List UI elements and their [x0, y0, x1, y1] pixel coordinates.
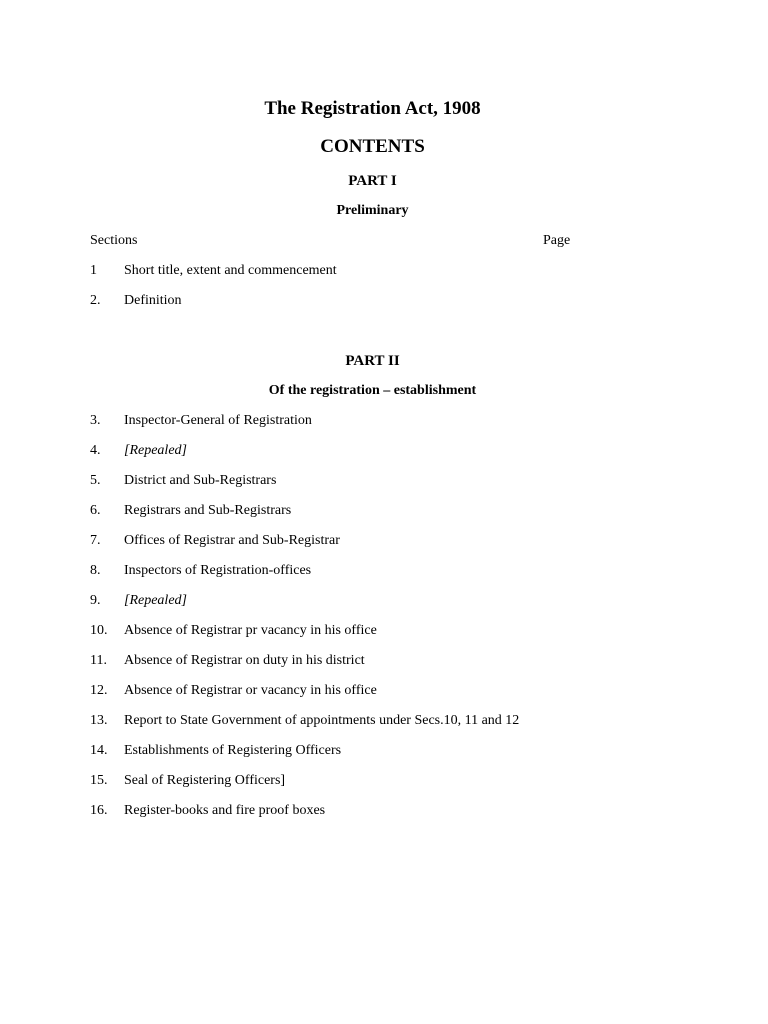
section-title: Seal of Registering Officers]: [124, 773, 286, 788]
toc-entry: [90, 592, 730, 622]
part-2-subtitle: Of the registration – establishment: [268, 383, 477, 398]
section-title: [Repealed]: [124, 593, 187, 608]
toc-entry: [90, 682, 730, 712]
part-2-entries: [90, 412, 730, 832]
section-title: Absence of Registrar or vacancy in his office: [124, 683, 377, 698]
section-title: Inspectors of Registration-offices: [124, 563, 312, 578]
section-title: Absence of Registrar on duty in his district: [124, 653, 365, 668]
toc-entry: [90, 562, 730, 592]
page-column-header: Page: [543, 233, 571, 248]
section-title: Short title, extent and commencement: [124, 263, 337, 278]
section-title: Establishments of Registering Officers: [124, 743, 342, 758]
section-title: Absence of Registrar pr vacancy in his office: [124, 623, 377, 638]
toc-entry: [90, 292, 730, 322]
section-number: 4.: [90, 443, 101, 458]
section-title: District and Sub-Registrars: [124, 473, 277, 488]
section-number: 3.: [90, 413, 101, 428]
section-number: 11.: [90, 653, 107, 668]
section-number: 2.: [90, 293, 101, 308]
document-title: The Registration Act, 1908: [264, 98, 481, 119]
section-number: 9.: [90, 593, 101, 608]
toc-entry: [90, 472, 730, 502]
section-title: [Repealed]: [124, 443, 187, 458]
sections-column-header: Sections: [90, 233, 138, 248]
section-number: 16.: [90, 803, 108, 818]
toc-entry: [90, 532, 730, 562]
section-title: Offices of Registrar and Sub-Registrar: [124, 533, 340, 548]
section-title: Report to State Government of appointments under Secs.10, 11 and 12: [124, 713, 520, 728]
toc-entry: [90, 262, 730, 292]
section-number: 12.: [90, 683, 108, 698]
section-number: 10.: [90, 623, 108, 638]
toc-entry: [90, 502, 730, 532]
section-number: 5.: [90, 473, 101, 488]
section-number: 14.: [90, 743, 108, 758]
toc-entry: [90, 742, 730, 772]
contents-heading: CONTENTS: [320, 136, 425, 157]
section-number: 8.: [90, 563, 101, 578]
toc-entry: [90, 442, 730, 472]
toc-entry: [90, 712, 730, 742]
section-title: Inspector-General of Registration: [124, 413, 312, 428]
part-1-subtitle: Preliminary: [336, 203, 409, 218]
section-number: 1: [90, 263, 97, 278]
toc-entry: [90, 652, 730, 682]
toc-entry: [90, 772, 730, 802]
toc-entry: [90, 622, 730, 652]
part-1-entries: [90, 262, 730, 322]
section-number: 13.: [90, 713, 108, 728]
section-number: 6.: [90, 503, 101, 518]
part-1-heading: PART I: [348, 173, 397, 189]
toc-entry: [90, 802, 730, 832]
part-2-heading: PART II: [345, 353, 400, 369]
section-number: 15.: [90, 773, 108, 788]
section-title: Definition: [124, 293, 182, 308]
section-title: Register-books and fire proof boxes: [124, 803, 326, 818]
section-number: 7.: [90, 533, 101, 548]
section-title: Registrars and Sub-Registrars: [124, 503, 292, 518]
toc-entry: [90, 412, 730, 442]
